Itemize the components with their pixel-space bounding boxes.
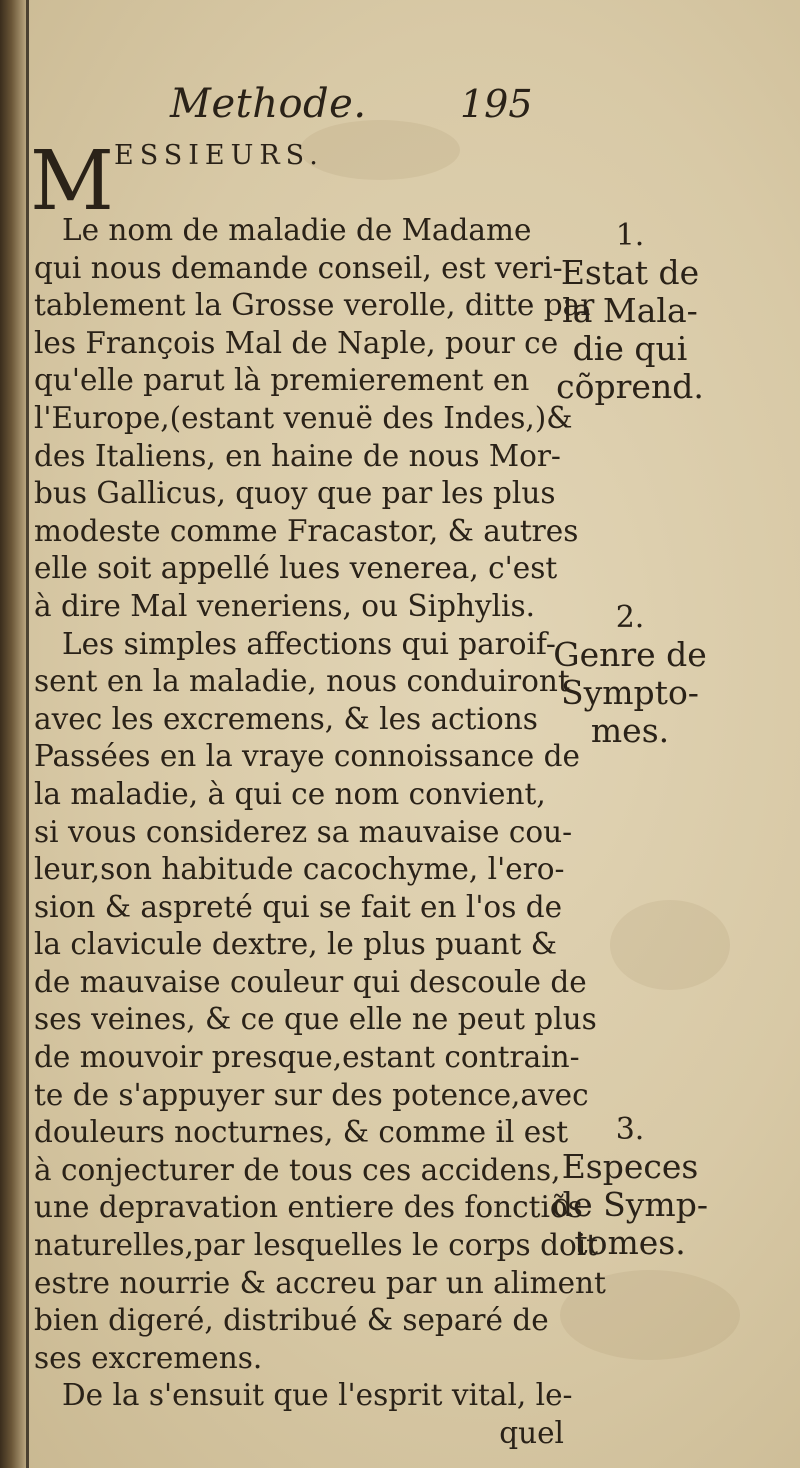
- text-line: sion & aspreté qui se fait en l'os de: [34, 889, 563, 924]
- margin-note-number: 2.: [615, 600, 645, 635]
- margin-note-number: 1.: [615, 218, 645, 253]
- text-line: à conjecturer de tous ces accidens,: [34, 1152, 561, 1187]
- margin-note-line: Genre de: [553, 635, 707, 674]
- text-line: les François Mal de Naple, pour ce: [34, 325, 559, 360]
- text-line: si vous considerez sa mauvaise cou-: [34, 814, 573, 849]
- text-line: De la s'ensuit que l'esprit vital, le-: [62, 1378, 573, 1413]
- text-line: de mouvoir presque,estant contrain-: [34, 1040, 580, 1075]
- catchword: quel: [499, 1416, 564, 1450]
- text-line: elle soit appellé lues venerea, c'est: [34, 551, 558, 586]
- text-line: des Italiens, en haine de nous Mor-: [34, 438, 561, 473]
- text-line: ses veines, & ce que elle ne peut plus: [34, 1002, 597, 1037]
- text-line: une depravation entiere des fonctiõs: [34, 1190, 583, 1225]
- drop-cap: M: [30, 134, 114, 229]
- page-number: 195: [460, 82, 533, 126]
- gutter-shadow: [26, 0, 29, 1468]
- text-line: Passées en la vraye connoissance de: [34, 739, 580, 774]
- salutation: [30, 134, 570, 229]
- margin-note-line: cõprend.: [556, 367, 704, 406]
- book-binding: [0, 0, 26, 1468]
- text-line: leur,son habitude cacochyme, l'ero-: [34, 852, 565, 887]
- text-line: modeste comme Fracastor, & autres: [34, 513, 579, 548]
- margin-note-line: Estat de: [560, 253, 700, 292]
- margin-note-line: die qui: [572, 329, 688, 368]
- paper-stain: [610, 900, 730, 990]
- margin-note-number: 3.: [615, 1112, 645, 1147]
- text-line: sent en la maladie, nous conduiront: [34, 664, 570, 699]
- text-line: Le nom de maladie de Madame: [62, 213, 532, 247]
- body-text: [34, 212, 606, 1453]
- margin-note-line: Especes: [561, 1147, 699, 1186]
- salutation-text: ESSIEURS.: [114, 140, 324, 171]
- text-line: tablement la Grosse verolle, ditte par: [34, 288, 595, 323]
- text-line: douleurs nocturnes, & comme il est: [34, 1115, 569, 1150]
- margin-note-line: mes.: [590, 711, 670, 750]
- text-line: qu'elle parut là premierement en: [34, 363, 530, 398]
- margin-note-1: [545, 218, 715, 406]
- text-line: ses excremens.: [34, 1340, 263, 1375]
- text-line: bus Gallicus, quoy que par les plus: [34, 476, 556, 511]
- margin-note-2: [545, 600, 715, 750]
- margin-note-3: [545, 1112, 715, 1262]
- text-line: te de s'appuyer sur des potence,avec: [34, 1077, 589, 1112]
- text-line: à dire Mal veneriens, ou Siphylis.: [34, 588, 536, 623]
- margin-note-line: tomes.: [574, 1223, 686, 1262]
- text-line: l'Europe,(estant venuë des Indes,)&: [34, 400, 573, 435]
- page-header: [170, 81, 550, 134]
- text-line: avec les excremens, & les actions: [34, 701, 538, 736]
- text-line: estre nourrie & accreu par un aliment: [34, 1265, 606, 1300]
- text-line: naturelles,par lesquelles le corps doit: [34, 1228, 599, 1263]
- margin-note-line: de Symp-: [552, 1185, 708, 1224]
- text-line: la clavicule dextre, le plus puant &: [34, 927, 558, 962]
- text-line: de mauvaise couleur qui descoule de: [34, 964, 587, 999]
- text-line: bien digeré, distribué & separé de: [34, 1303, 549, 1338]
- text-line: la maladie, à qui ce nom convient,: [34, 776, 546, 811]
- running-head: Methode.: [170, 81, 367, 127]
- margin-note-line: la Mala-: [562, 291, 698, 330]
- text-line: Les simples affections qui paroif-: [62, 626, 556, 661]
- margin-note-line: Sympto-: [561, 673, 699, 712]
- text-line: qui nous demande conseil, est veri-: [34, 250, 563, 285]
